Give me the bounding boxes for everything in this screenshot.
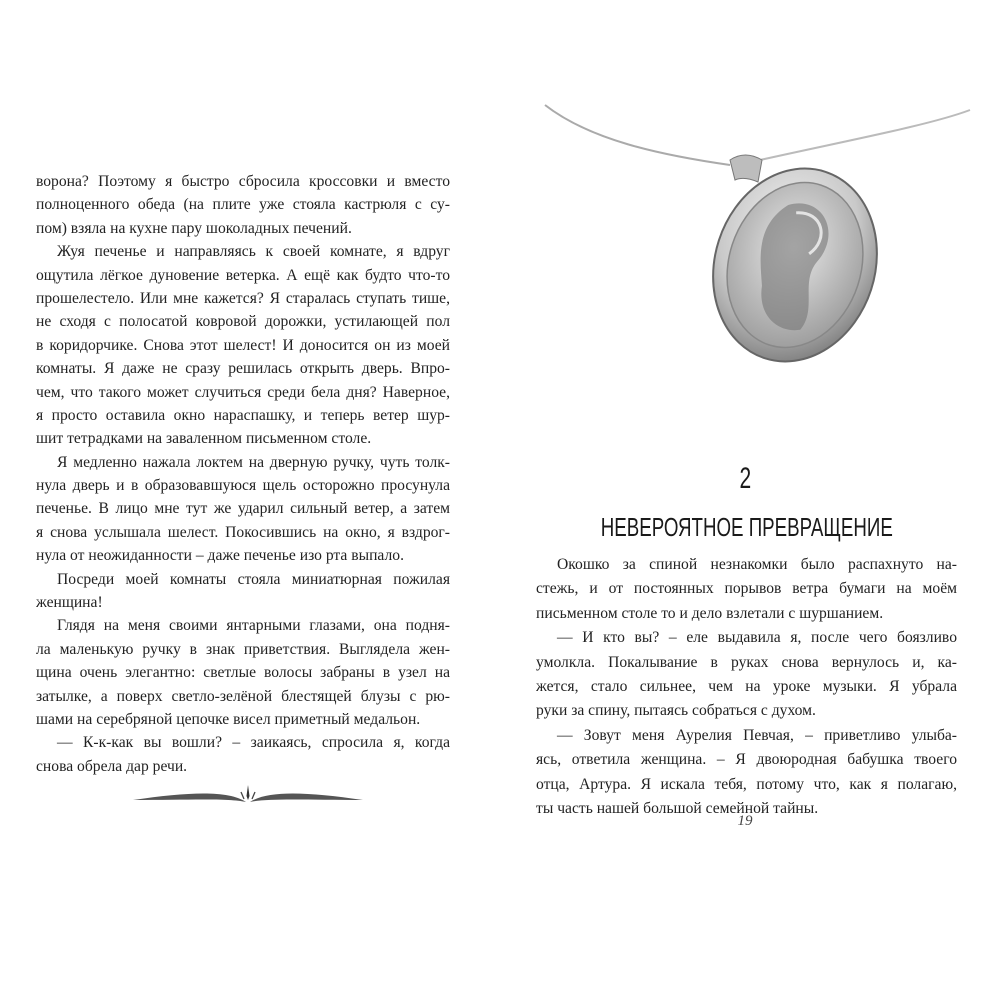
paragraph — [36, 571, 450, 612]
text-line: шами на серебряной цепочке висел приметный медальон. — [36, 710, 421, 728]
page-number: 19 — [737, 813, 753, 829]
text-line: пом) взяла на кухне пару шоколадных печений. — [36, 219, 352, 237]
text-line: печенье. В лицо мне тут же ударил сильный ветер, а затем — [36, 500, 450, 518]
text-line: ла маленькую ручку в знак приветствия. Выглядела жен- — [36, 640, 450, 658]
paragraph — [36, 243, 450, 448]
text-line: — И кто вы? – еле выдавила я, после чего боязливо — [557, 629, 957, 647]
text-line: ясь, ответила женщина. – Я двоюродная бабушка твоего — [536, 751, 957, 769]
text-line: — Зовут меня Аурелия Певчая, – приветливо улыба- — [557, 726, 957, 744]
paragraph — [36, 617, 450, 729]
ornament-divider-icon — [128, 782, 368, 812]
text-line: нула от неожиданности – даже печенье изо рта выпало. — [36, 547, 404, 565]
text-line: Глядя на меня своими янтарными глазами, она подня- — [57, 617, 450, 635]
chain-right — [760, 110, 970, 160]
text-line: чем, что такого может случиться среди бела дня? Наверное, — [36, 383, 450, 401]
text-line: жется, стало сильнее, чем на уроке музыки. Я убрала — [536, 677, 957, 695]
bail — [730, 155, 762, 182]
text-line: я снова услышала шелест. Покосившись на окно, я вздрог- — [36, 523, 450, 541]
text-line: затылке, а поверх светло-зелёной блестящей блузы с рю- — [36, 687, 450, 705]
text-line: в коридорчике. Снова этот шелест! И доносится он из моей — [36, 336, 450, 354]
text-line: отца, Артура. Я искала тебя, потому что, как я полагаю, — [536, 775, 957, 793]
paragraph — [36, 173, 450, 238]
text-line: комнаты. Я даже не сразу решилась открыть дверь. Впро- — [36, 360, 450, 378]
text-line: ты часть нашей большой семейной тайны. — [536, 799, 819, 817]
paragraph — [536, 556, 957, 623]
text-line: Я медленно нажала локтем на дверную ручку, чуть толк- — [57, 453, 450, 471]
text-line: снова обрела дар речи. — [36, 757, 188, 775]
text-line: я просто оставила окно нараспашку, и теперь ветер шур- — [36, 406, 450, 424]
text-line: — К-к-как вы вошли? – заикаясь, спросила я, когда — [57, 734, 450, 752]
medallion-illustration — [530, 80, 990, 440]
text-line: женщина! — [36, 594, 103, 612]
chapter-title-text: НЕВЕРОЯТНОЕ ПРЕВРАЩЕНИЕ — [600, 512, 893, 542]
paragraph — [536, 629, 957, 720]
text-line: письменном столе то и дело взлетали с шуршанием. — [536, 604, 884, 622]
text-line: не сходя с полосатой ковровой дорожки, устилающей пол — [36, 313, 450, 331]
chapter-number-text: 2 — [739, 462, 751, 495]
text-line: щина очень элегантно: светлые волосы забраны в узел на — [36, 664, 450, 682]
chapter-number — [700, 462, 790, 496]
text-line: нула дверь и в образовавшуюся щель осторожно просунула — [36, 477, 450, 495]
chapter-title — [538, 512, 955, 542]
right-page-body — [536, 556, 957, 824]
text-line: ощутила лёгкое дуновение ветерка. А ещё как будто что-то — [36, 266, 450, 284]
left-page-body — [36, 173, 450, 781]
paragraph — [36, 454, 450, 566]
paragraph — [536, 727, 957, 818]
text-line: Окошко за спиной незнакомки было распахнуто на- — [557, 556, 957, 573]
text-line: Посреди моей комнаты стояла миниатюрная пожилая — [57, 570, 450, 588]
text-line: прошелестело. Или мне кажется? Я старалась ступать тише, — [36, 289, 450, 307]
text-line: Жуя печенье и направляясь к своей комнате, я вдруг — [57, 243, 450, 261]
paragraph — [36, 734, 450, 775]
text-line: полноценного обеда (на плите уже стояла кастрюля с су- — [36, 196, 450, 214]
text-line: умолкла. Покалывание в руках снова вернулось и, ка- — [536, 653, 957, 671]
text-line: руки за спину, пытаясь собраться с духом. — [536, 702, 816, 720]
text-line: ворона? Поэтому я быстро сбросила кроссовки и вместо — [36, 173, 450, 190]
text-line: шит тетрадками на заваленном письменном столе. — [36, 430, 372, 448]
text-line: стежь, и от постоянных порывов ветра бумаги на моём — [536, 580, 957, 598]
chain-left — [545, 105, 730, 165]
